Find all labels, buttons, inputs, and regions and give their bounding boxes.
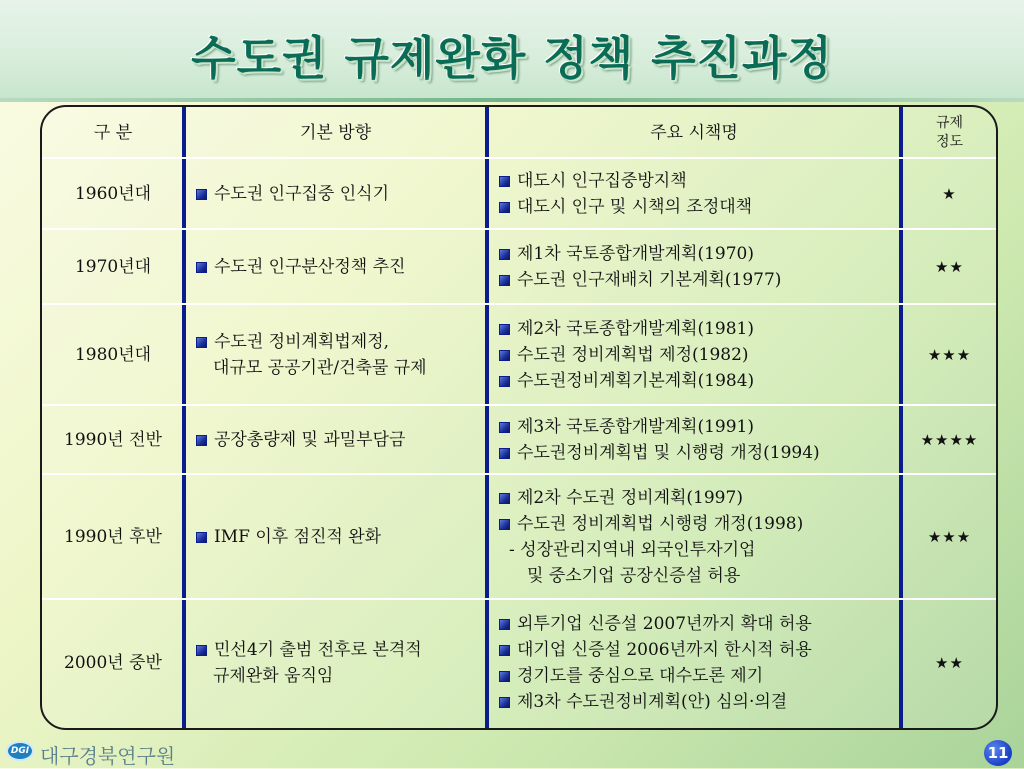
row-policies xyxy=(499,230,899,303)
regulation-level-stars: ★★ xyxy=(935,654,964,672)
header-level-line1: 규제 xyxy=(935,114,964,131)
policy-item xyxy=(499,440,820,466)
policy-text: 수도권 정비계획법 시행령 개정(1998) xyxy=(517,513,804,534)
policy-text: 수도권정비계획기본계획(1984) xyxy=(517,370,755,391)
direction-item xyxy=(196,254,405,280)
direction-text: 대규모 공공기관/건축물 규제 xyxy=(213,357,427,378)
row-policies xyxy=(499,305,899,404)
direction-item-continued xyxy=(196,355,427,381)
direction-text: 공장총량제 및 과밀부담금 xyxy=(214,429,406,450)
policy-text: 경기도를 중심으로 대수도론 제기 xyxy=(517,666,764,686)
row-period: 1970년대 xyxy=(74,256,152,277)
square-bullet-icon xyxy=(499,249,510,260)
row-direction xyxy=(196,305,485,404)
direction-text: 수도권 정비계획법제정, xyxy=(214,331,390,352)
square-bullet-icon xyxy=(499,176,510,187)
direction-text: 민선4기 출범 전후로 본격적 xyxy=(214,640,422,660)
row-period: 1980년대 xyxy=(74,344,152,365)
header-direction: 기본 방향 xyxy=(299,122,372,143)
row-direction xyxy=(196,475,485,598)
square-bullet-icon xyxy=(196,532,207,543)
row-direction xyxy=(196,159,485,228)
direction-item xyxy=(196,427,405,453)
square-bullet-icon xyxy=(499,645,510,656)
square-bullet-icon xyxy=(499,671,510,682)
square-bullet-icon xyxy=(196,189,207,200)
square-bullet-icon xyxy=(499,324,510,335)
square-bullet-icon xyxy=(196,337,207,348)
square-bullet-icon xyxy=(499,519,510,530)
policy-item xyxy=(499,168,752,194)
direction-text: 수도권 인구분산정책 추진 xyxy=(214,256,406,277)
direction-item xyxy=(196,181,389,207)
square-bullet-icon xyxy=(196,435,207,446)
policy-subtext: - 성장관리지역내 외국인투자기업 xyxy=(509,539,756,560)
regulation-level-stars: ★★ xyxy=(935,257,964,276)
policy-text: 외투기업 신증설 2007년까지 확대 허용 xyxy=(517,614,812,634)
header-category: 구 분 xyxy=(93,122,133,143)
row-period: 1990년 후반 xyxy=(64,526,162,547)
row-direction xyxy=(196,406,485,473)
row-policies xyxy=(499,406,899,473)
policy-item xyxy=(499,511,803,537)
direction-item xyxy=(196,524,381,550)
dgi-logo-icon: DGI xyxy=(6,741,34,761)
header-policies: 주요 시책명 xyxy=(650,122,738,143)
square-bullet-icon xyxy=(196,645,207,656)
policy-text: 수도권정비계획법 및 시행령 개정(1994) xyxy=(517,442,820,463)
row-direction xyxy=(196,600,485,726)
header-level-line2: 정도 xyxy=(935,133,964,150)
page-title: 수도권 규제완화 정책 추진과정 xyxy=(191,31,833,85)
square-bullet-icon xyxy=(499,448,510,459)
regulation-level-stars: ★★★ xyxy=(927,345,972,364)
policy-item xyxy=(499,689,812,715)
policy-item xyxy=(499,414,820,440)
policy-text: 대도시 인구집중방지책 xyxy=(517,170,687,191)
page-number-badge: 11 xyxy=(984,740,1012,766)
direction-item xyxy=(196,637,422,663)
row-policies xyxy=(499,159,899,228)
square-bullet-icon xyxy=(499,202,510,213)
row-policies xyxy=(499,475,899,598)
policy-text: 제2차 국토종합개발계획(1981) xyxy=(517,318,754,339)
policy-text: 제3차 수도권정비계획(안) 심의·의결 xyxy=(517,692,788,712)
policy-item xyxy=(499,663,812,689)
policy-text: 제3차 국토종합개발계획(1991) xyxy=(517,416,754,437)
policy-text: 수도권 인구재배치 기본계획(1977) xyxy=(517,269,782,290)
row-period: 1990년 전반 xyxy=(64,429,162,450)
direction-text: IMF 이후 점진적 완화 xyxy=(214,526,382,547)
policy-item xyxy=(499,611,812,637)
regulation-level-stars: ★★★ xyxy=(927,527,972,546)
square-bullet-icon xyxy=(499,376,510,387)
policy-item xyxy=(499,241,781,267)
column-divider xyxy=(485,107,489,728)
column-divider xyxy=(182,107,186,728)
policy-item xyxy=(499,637,812,663)
policy-item xyxy=(499,342,754,368)
square-bullet-icon xyxy=(499,697,510,708)
row-policies xyxy=(499,600,899,726)
direction-item-continued xyxy=(196,663,422,689)
square-bullet-icon xyxy=(499,493,510,504)
policy-item xyxy=(499,368,754,394)
direction-text: 규제완화 움직임 xyxy=(213,666,334,686)
organization-name: 대구경북연구원 xyxy=(40,744,176,768)
square-bullet-icon xyxy=(499,619,510,630)
regulation-level-stars: ★ xyxy=(942,184,957,203)
policy-item xyxy=(499,485,803,511)
direction-text: 수도권 인구집중 인식기 xyxy=(214,183,390,204)
policy-item xyxy=(499,316,754,342)
policy-text: 대도시 인구 및 시책의 조정대책 xyxy=(517,196,753,217)
policy-subitem xyxy=(499,537,803,563)
policy-subtext: 및 중소기업 공장신증설 허용 xyxy=(527,565,741,586)
policy-text: 수도권 정비계획법 제정(1982) xyxy=(517,344,749,365)
row-direction xyxy=(196,230,485,303)
row-period: 1960년대 xyxy=(74,183,152,204)
square-bullet-icon xyxy=(499,275,510,286)
policy-text: 제2차 수도권 정비계획(1997) xyxy=(517,487,743,508)
title-divider xyxy=(0,98,1024,102)
square-bullet-icon xyxy=(499,350,510,361)
direction-item xyxy=(196,329,427,355)
policy-text: 대기업 신증설 2006년까지 한시적 허용 xyxy=(517,640,812,660)
square-bullet-icon xyxy=(499,422,510,433)
square-bullet-icon xyxy=(196,262,207,273)
regulation-level-stars: ★★★★ xyxy=(920,430,979,449)
policy-subitem xyxy=(499,563,803,589)
policy-item xyxy=(499,194,752,220)
policy-text: 제1차 국토종합개발계획(1970) xyxy=(517,243,754,264)
header-regulation-level xyxy=(903,108,996,157)
policy-item xyxy=(499,267,781,293)
row-period: 2000년 중반 xyxy=(64,653,162,673)
